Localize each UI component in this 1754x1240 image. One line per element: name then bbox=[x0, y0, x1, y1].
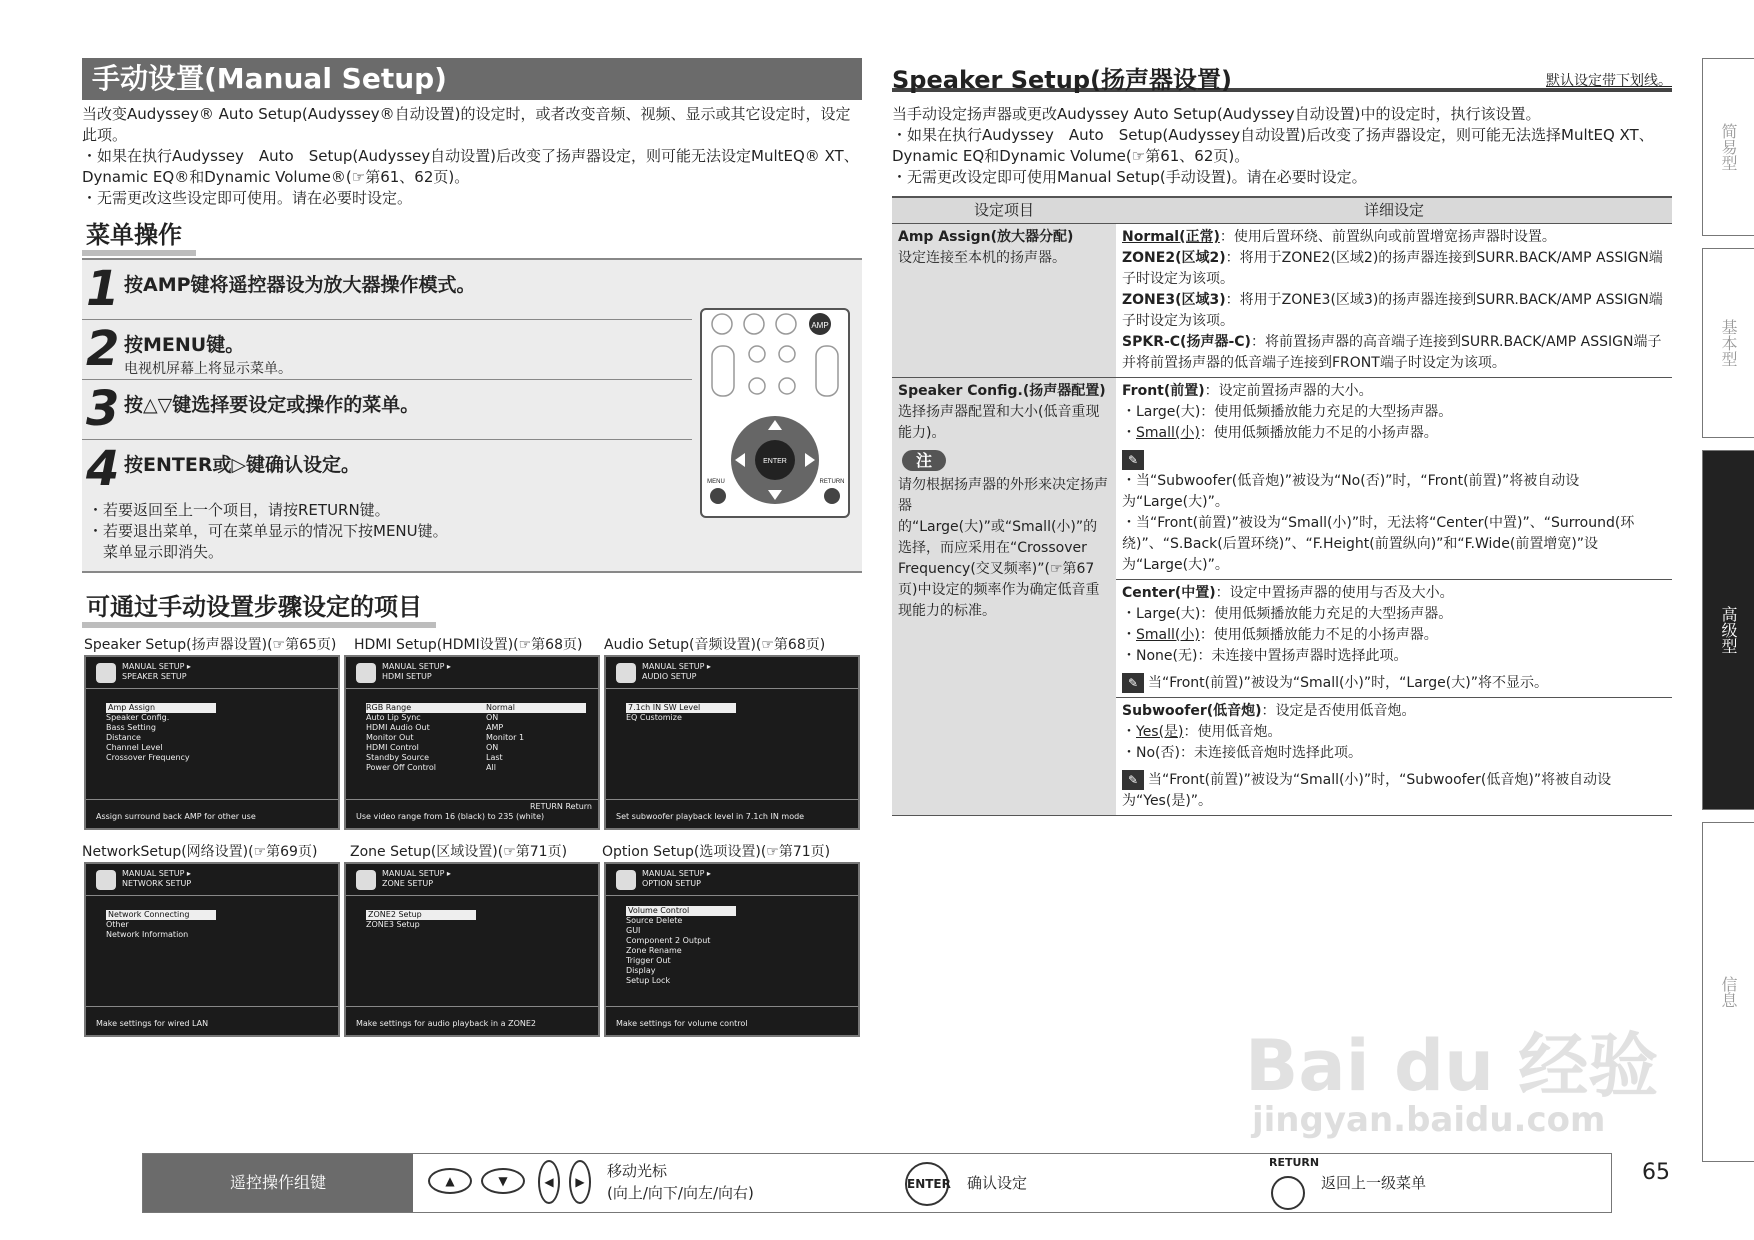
option-key: SPKR-C(扬声器-C) bbox=[1122, 334, 1251, 350]
down-arrow-icon: ▼ bbox=[481, 1168, 525, 1194]
setting-desc: 设定连接至本机的扬声器。 bbox=[898, 250, 1066, 266]
menu-item[interactable]: Channel Level bbox=[106, 743, 163, 752]
step-subtext: 电视机屏幕上将显示菜单。 bbox=[124, 361, 292, 377]
menu-item[interactable]: Standby Source bbox=[366, 753, 430, 762]
intro-line: 当手动设定扬声器或更改Audyssey Auto Setup(Audyssey自动设置)中的设定时，执行该设置。 bbox=[892, 105, 1541, 123]
menu-item[interactable]: EQ Customize bbox=[626, 713, 682, 722]
table-row bbox=[892, 378, 1672, 816]
menu-value: All bbox=[486, 763, 496, 772]
screen-footer: Make settings for volume control bbox=[606, 1006, 858, 1037]
menu-label: NetworkSetup(网络设置)(☞第69页) bbox=[82, 844, 318, 860]
remote-drawing bbox=[702, 310, 848, 516]
step-number: 2 bbox=[86, 321, 120, 377]
menu-item-selected[interactable]: Volume Control bbox=[626, 906, 736, 916]
screen-footer: Use video range from 16 (black) to 235 (white) bbox=[356, 812, 545, 821]
option-desc: ：设定前置扬声器的大小。 bbox=[1204, 383, 1373, 399]
screen-subheader: SPEAKER SETUP bbox=[122, 672, 187, 681]
step-number: 1 bbox=[86, 261, 120, 317]
setting-item bbox=[892, 378, 1116, 816]
section-title: Speaker Setup(扬声器设置) bbox=[892, 66, 1232, 94]
option-desc: ：使用低频播放能力不足的小扬声器。 bbox=[1199, 425, 1438, 441]
gear-icon bbox=[96, 870, 116, 890]
footer-label: 遥控操作组键 bbox=[143, 1154, 413, 1212]
option-desc: ：设定中置扬声器的使用与否及大小。 bbox=[1215, 585, 1454, 601]
menu-item[interactable]: HDMI Control bbox=[366, 743, 419, 752]
option-line: ・Large(大)：使用低频播放能力充足的大型扬声器。 bbox=[1122, 606, 1453, 622]
gear-icon bbox=[616, 663, 636, 683]
menu-value: Normal bbox=[486, 703, 515, 712]
menu-item-selected[interactable]: Amp Assign bbox=[106, 703, 216, 713]
page-number: 65 bbox=[1642, 1160, 1670, 1185]
menu-item[interactable]: Other bbox=[106, 920, 129, 929]
subwoofer-block: Subwoofer(低音炮)：设定是否使用低音炮。 ・Yes(是)：使用低音炮。 ・No(否)：未连接低音炮时选择此项。 ✎ 当“Front(前置)”被设为“Small(小)”时，“Subwoofer(低音炮)”将被自动设为“Yes(是)”。 bbox=[1116, 698, 1672, 815]
menu-key-label: MENU bbox=[707, 479, 725, 485]
gear-icon bbox=[356, 663, 376, 683]
menu-item-selected[interactable]: Network Connecting bbox=[106, 910, 216, 920]
intro-line: ・如果在执行Audyssey Auto Setup(Audyssey自动设置)后改变了扬声器设定，则可能无法设定MultEQ® XT、Dynamic EQ®和Dynamic Volume®(☞第61、62页)。 bbox=[82, 147, 859, 186]
screen-footer: Assign surround back AMP for other use bbox=[86, 799, 338, 830]
option-desc: ：将用于ZONE3(区域3)的扬声器连接到SURR.BACK/AMP ASSIGN端子时设定为该项。 bbox=[1122, 292, 1663, 329]
menu-item[interactable]: Power Off Control bbox=[366, 763, 436, 772]
menu-item-selected[interactable]: 7.1ch IN SW Level bbox=[626, 703, 736, 713]
back-text: 返回上一级菜单 bbox=[1321, 1174, 1427, 1192]
column-header-item: 设定项目 bbox=[892, 197, 1116, 224]
column-header-detail: 详细设定 bbox=[1116, 197, 1672, 224]
option-key: Small(小) bbox=[1136, 627, 1200, 643]
pencil-icon: ✎ bbox=[1122, 673, 1144, 693]
page-title: 手动设置(Manual Setup) bbox=[82, 58, 862, 100]
step bbox=[82, 260, 692, 320]
menu-label: Option Setup(选项设置)(☞第71页) bbox=[602, 844, 831, 860]
menu-item[interactable]: Bass Setting bbox=[106, 723, 156, 732]
screen-header: MANUAL SETUP ▸ bbox=[642, 869, 711, 878]
intro-line: ・无需更改这些设定即可使用。请在必要时设定。 bbox=[82, 189, 413, 207]
step bbox=[82, 320, 692, 380]
screen-footer: Make settings for audio playback in a ZONE2 bbox=[346, 1006, 598, 1037]
option-line: ・None(无)：未连接中置扬声器时选择此项。 bbox=[1122, 648, 1408, 664]
menu-item[interactable]: GUI bbox=[626, 926, 641, 935]
menu-item[interactable]: HDMI Audio Out bbox=[366, 723, 430, 732]
option-line: ・Large(大)：使用低频播放能力充足的大型扬声器。 bbox=[1122, 404, 1453, 420]
option-key: Front(前置) bbox=[1122, 383, 1205, 399]
intro-line: ・如果在执行Audyssey Auto Setup(Audyssey自动设置)后改变了扬声器设定，则可能无法选择MultEQ XT、Dynamic EQ和Dynamic Volume(☞第61、62页)。 bbox=[892, 126, 1654, 165]
step-number: 4 bbox=[86, 441, 120, 497]
enter-key-icon: ENTER bbox=[905, 1162, 949, 1206]
gear-icon bbox=[356, 870, 376, 890]
menu-label: Audio Setup(音频设置)(☞第68页) bbox=[604, 637, 826, 653]
tab-easy[interactable]: 简易型 bbox=[1702, 58, 1754, 236]
option-desc: ：使用低音炮。 bbox=[1183, 724, 1282, 740]
step-text: 按ENTER或▷键确认设定。 bbox=[124, 454, 361, 476]
step-notes bbox=[88, 500, 448, 563]
step-note: ・若要返回至上一个项目，请按RETURN键。 bbox=[88, 501, 390, 519]
menu-item[interactable]: Monitor Out bbox=[366, 733, 414, 742]
step-number: 3 bbox=[86, 381, 120, 437]
note-line: ・当“Front(前置)”被设为“Small(小)”时，无法将“Center(中置)”、“Surround(环绕)”、“S.Back(后置环绕)”、“F.Height(前置纵向)”和“F.Wide(前置增宽)”设为“Large(大)”。 bbox=[1122, 515, 1635, 573]
screen-header: MANUAL SETUP ▸ bbox=[382, 662, 451, 671]
option-desc: ：将前置扬声器的高音端子连接到SURR.BACK/AMP ASSIGN端子并将前置扬声器的低音端子连接到FRONT端子时设定为该项。 bbox=[1122, 334, 1662, 371]
note-line: 当“Front(前置)”被设为“Small(小)”时，“Large(大)”将不显示。 bbox=[1148, 675, 1548, 691]
up-arrow-icon: ▲ bbox=[428, 1168, 472, 1194]
menu-item[interactable]: Component 2 Output bbox=[626, 936, 711, 945]
center-block: Center(中置)：设定中置扬声器的使用与否及大小。 ・Large(大)：使用低频播放能力充足的大型扬声器。 ・Small(小)：使用低频播放能力不足的小扬声器。 ・None(无)：未连接中置扬声器时选择此项。 ✎ 当“Front(前置)”被设为“Small(小)”时，“Large(大)”将不显示。 bbox=[1116, 580, 1672, 698]
watermark-url: jingyan.baidu.com bbox=[1252, 1100, 1606, 1140]
option-desc: ：将用于ZONE2(区域2)的扬声器连接到SURR.BACK/AMP ASSIGN端子时设定为该项。 bbox=[1122, 250, 1663, 287]
option-key: Yes(是) bbox=[1136, 724, 1184, 740]
menu-value: Monitor 1 bbox=[486, 733, 525, 742]
screen-header: MANUAL SETUP ▸ bbox=[382, 869, 451, 878]
return-key-label: RETURN bbox=[819, 479, 845, 485]
menu-label: Speaker Setup(扬声器设置)(☞第65页) bbox=[84, 637, 337, 653]
note-badge: 注 bbox=[902, 450, 946, 471]
setting-detail bbox=[1116, 224, 1672, 378]
option-setup-screen bbox=[604, 862, 860, 1037]
enter-key-label: ENTER bbox=[763, 458, 787, 465]
option-desc: ：设定是否使用低音炮。 bbox=[1261, 703, 1416, 719]
setting-desc: 选择扬声器配置和大小(低音重现能力)。 bbox=[898, 404, 1100, 441]
step bbox=[82, 380, 692, 440]
menu-item[interactable]: Speaker Config. bbox=[106, 713, 170, 722]
front-block: Front(前置)：设定前置扬声器的大小。 ・Large(大)：使用低频播放能力充足的大型扬声器。 ・Small(小)：使用低频播放能力不足的小扬声器。 ✎ ・当“Subwoofer(低音炮)”被设为“No(否)”时，“Front(前置)”将被自动设为“Large(大)”。 ・当“Front(前置)”被设为“Small(小)”时，无法将“Center(中置)”、“Surround(环绕)”、“S.Back(后置环绕)”、“F.Height(前置纵向)”和“F.Wide(前置增宽)”设为“Large(大)”。 bbox=[1116, 378, 1672, 580]
confirm-text: 确认设定 bbox=[967, 1174, 1028, 1192]
audio-setup-screen bbox=[604, 655, 860, 830]
menu-item[interactable]: ZONE3 Setup bbox=[366, 920, 420, 929]
screen-header: MANUAL SETUP ▸ bbox=[122, 662, 191, 671]
menu-label: Zone Setup(区域设置)(☞第71页) bbox=[350, 844, 568, 860]
setting-detail bbox=[1116, 378, 1672, 816]
intro-line: 当改变Audyssey® Auto Setup(Audyssey®自动设置)的设定时，或者改变音频、视频、显示或其它设定时，设定此项。 bbox=[82, 105, 851, 144]
screen-header: MANUAL SETUP ▸ bbox=[642, 662, 711, 671]
menu-value: ON bbox=[486, 743, 499, 752]
note-text: 请勿根据扬声器的外形来决定扬声器的“Large(大)”或“Small(小)”的选择，而应采用在“Crossover Frequency(交叉频率)”(☞第67页)中设定的频率作为确定低音重现能力的标准。 bbox=[898, 477, 1108, 619]
screen-subheader: OPTION SETUP bbox=[642, 879, 701, 888]
items-heading: 可通过手动设置步骤设定的项目 bbox=[82, 592, 436, 628]
menu-value: Last bbox=[486, 753, 503, 762]
move-cursor-subtext: (向上/向下/向左/向右) bbox=[607, 1184, 754, 1202]
intro-text bbox=[82, 104, 864, 209]
zone-setup-screen bbox=[344, 862, 600, 1037]
menu-item-selected[interactable]: ZONE2 Setup bbox=[366, 910, 476, 920]
screen-subheader: HDMI SETUP bbox=[382, 672, 432, 681]
default-underline-note: 默认设定带下划线。 bbox=[1546, 73, 1672, 89]
return-hint: RETURN Return bbox=[530, 802, 592, 811]
menu-item[interactable]: Trigger Out bbox=[626, 956, 671, 965]
remote-illustration bbox=[700, 308, 850, 518]
pencil-icon: ✎ bbox=[1122, 450, 1144, 470]
step-text: 按△▽键选择要设定或操作的菜单。 bbox=[124, 394, 420, 416]
menu-item[interactable]: Network Information bbox=[106, 930, 189, 939]
remote-keys-footer bbox=[142, 1153, 1612, 1213]
menu-ops-heading: 菜单操作 bbox=[82, 220, 196, 256]
network-setup-screen bbox=[84, 862, 340, 1037]
setting-name: Amp Assign(放大器分配) bbox=[898, 229, 1074, 245]
menu-item[interactable]: Source Delete bbox=[626, 916, 683, 925]
screen-subheader: AUDIO SETUP bbox=[642, 672, 697, 681]
menu-item-selected[interactable]: RGB Range bbox=[366, 703, 412, 712]
note-line: ・当“Subwoofer(低音炮)”被设为“No(否)”时，“Front(前置)”将被自动设为“Large(大)”。 bbox=[1122, 473, 1580, 510]
note-line: 当“Front(前置)”被设为“Small(小)”时，“Subwoofer(低音炮)”将被自动设为“Yes(是)”。 bbox=[1122, 772, 1612, 809]
option-key: Normal(正常) bbox=[1122, 229, 1220, 245]
option-desc: ：使用后置环绕、前置纵向或前置增宽扬声器时设置。 bbox=[1219, 229, 1556, 245]
step-text: 按MENU键。 bbox=[124, 334, 245, 356]
screen-subheader: ZONE SETUP bbox=[382, 879, 434, 888]
tab-advanced[interactable]: 高级型 bbox=[1702, 450, 1754, 810]
step-text: 按AMP键将遥控器设为放大器操作模式。 bbox=[124, 274, 476, 296]
right-arrow-icon: ▶ bbox=[569, 1160, 591, 1204]
menu-value: ON bbox=[486, 713, 499, 722]
option-key: Small(小) bbox=[1136, 425, 1200, 441]
screen-subheader: NETWORK SETUP bbox=[122, 879, 192, 888]
menu-item[interactable]: Zone Rename bbox=[626, 946, 682, 955]
table-row bbox=[892, 224, 1672, 378]
option-key: ZONE2(区域2) bbox=[1122, 250, 1226, 266]
pencil-icon: ✎ bbox=[1122, 770, 1144, 790]
menu-label: HDMI Setup(HDMI设置)(☞第68页) bbox=[354, 637, 583, 653]
option-desc: ：使用低频播放能力不足的小扬声器。 bbox=[1199, 627, 1438, 643]
menu-item[interactable]: Crossover Frequency bbox=[106, 753, 190, 762]
option-key: ZONE3(区域3) bbox=[1122, 292, 1226, 308]
option-line: ・No(否)：未连接低音炮时选择此项。 bbox=[1122, 745, 1362, 761]
step-note: ・若要退出菜单，可在菜单显示的情况下按MENU键。 bbox=[88, 522, 448, 540]
setting-item bbox=[892, 224, 1116, 378]
gear-icon bbox=[96, 663, 116, 683]
step-note: 菜单显示即消失。 bbox=[88, 543, 224, 561]
gear-icon bbox=[616, 870, 636, 890]
menu-item[interactable]: Display bbox=[626, 966, 656, 975]
tab-basic[interactable]: 基本型 bbox=[1702, 248, 1754, 438]
left-arrow-icon: ◀ bbox=[538, 1160, 560, 1204]
screen-header: MANUAL SETUP ▸ bbox=[122, 869, 191, 878]
step bbox=[82, 440, 692, 500]
speaker-setup-table bbox=[892, 196, 1672, 816]
watermark-logo: Bai du 经验 bbox=[1245, 1025, 1659, 1107]
screen-footer: Set subwoofer playback level in 7.1ch IN mode bbox=[606, 799, 858, 830]
speaker-setup-screen bbox=[84, 655, 340, 830]
move-cursor-text: 移动光标 bbox=[607, 1162, 668, 1180]
speaker-setup-title-bar bbox=[892, 60, 1672, 92]
option-key: Center(中置) bbox=[1122, 585, 1216, 601]
menu-item[interactable]: Distance bbox=[106, 733, 141, 742]
option-key: Subwoofer(低音炮) bbox=[1122, 703, 1262, 719]
setting-name: Speaker Config.(扬声器配置) bbox=[898, 383, 1106, 399]
speaker-setup-intro bbox=[892, 104, 1672, 188]
menu-item[interactable]: Setup Lock bbox=[626, 976, 671, 985]
screen-footer: Make settings for wired LAN bbox=[86, 1006, 338, 1037]
intro-line: ・无需更改设定即可使用Manual Setup(手动设置)。请在必要时设定。 bbox=[892, 168, 1367, 186]
amp-key-label: AMP bbox=[811, 321, 829, 330]
hdmi-setup-screen bbox=[344, 655, 600, 830]
menu-item[interactable]: Auto Lip Sync bbox=[366, 713, 421, 722]
menu-value: AMP bbox=[486, 723, 504, 732]
return-key-label: RETURN bbox=[1269, 1156, 1320, 1169]
tab-info[interactable]: 信息 bbox=[1702, 822, 1754, 1162]
return-key-icon bbox=[1271, 1176, 1305, 1210]
